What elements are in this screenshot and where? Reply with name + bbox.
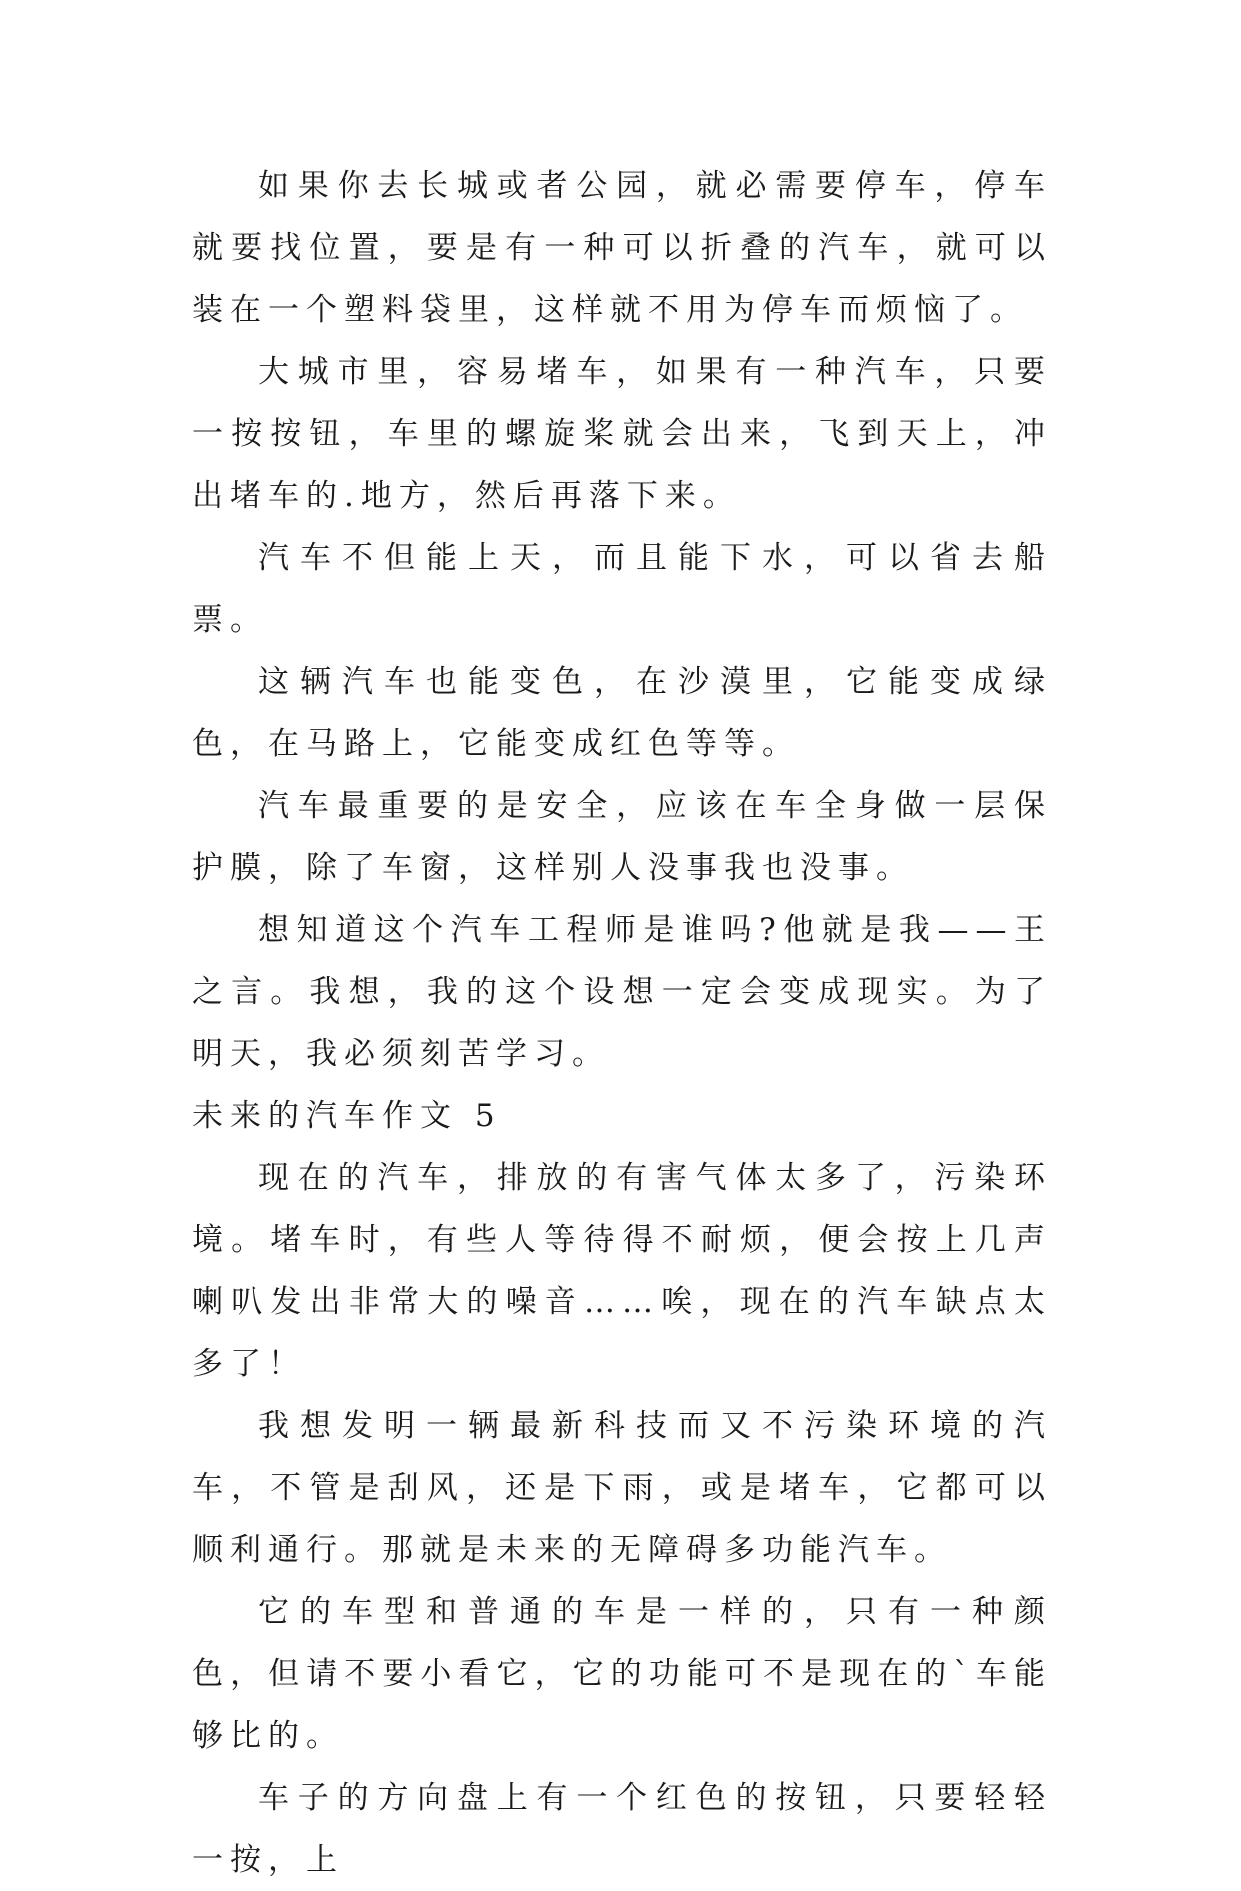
paragraph-folding-car: 如果你去长城或者公园，就必需要停车，停车就要找位置，要是有一种可以折叠的汽车，就可以装在一个塑料袋里，这样就不用为停车而烦恼了。: [192, 168, 1052, 328]
paragraph-color-changing-car: 这辆汽车也能变色，在沙漠里，它能变成绿色，在马路上，它能变成红色等等。: [192, 664, 1052, 762]
paragraph-safety-film: 汽车最重要的是安全，应该在车全身做一层保护膜，除了车窗，这样别人没事我也没事。: [192, 788, 1052, 886]
paragraph-car-model: 它的车型和普通的车是一样的，只有一种颜色，但请不要小看它，它的功能可不是现在的`车能够比的。: [192, 1594, 1052, 1754]
paragraph-red-button: 车子的方向盘上有一个红色的按钮，只要轻轻一按，上: [192, 1780, 1052, 1878]
essay-heading: 未来的汽车作文 5: [192, 1098, 502, 1134]
paragraph-engineer: 想知道这个汽车工程师是谁吗?他就是我——王之言。我想，我的这个设想一定会变成现实。为了明天，我必须刻苦学习。: [192, 912, 1052, 1072]
paragraph-invention: 我想发明一辆最新科技而又不污染环境的汽车，不管是刮风，还是下雨，或是堵车，它都可以顺利通行。那就是未来的无障碍多功能汽车。: [192, 1408, 1052, 1568]
paragraph-amphibious-car: 汽车不但能上天，而且能下水，可以省去船票。: [192, 540, 1052, 638]
document-body: [192, 155, 1052, 1891]
paragraph-current-cars: 现在的汽车，排放的有害气体太多了，污染环境。堵车时，有些人等待得不耐烦，便会按上几声喇叭发出非常大的噪音……唉，现在的汽车缺点太多了！: [192, 1160, 1052, 1382]
paragraph-flying-car: 大城市里，容易堵车，如果有一种汽车，只要一按按钮，车里的螺旋桨就会出来，飞到天上，冲出堵车的.地方，然后再落下来。: [192, 354, 1052, 514]
